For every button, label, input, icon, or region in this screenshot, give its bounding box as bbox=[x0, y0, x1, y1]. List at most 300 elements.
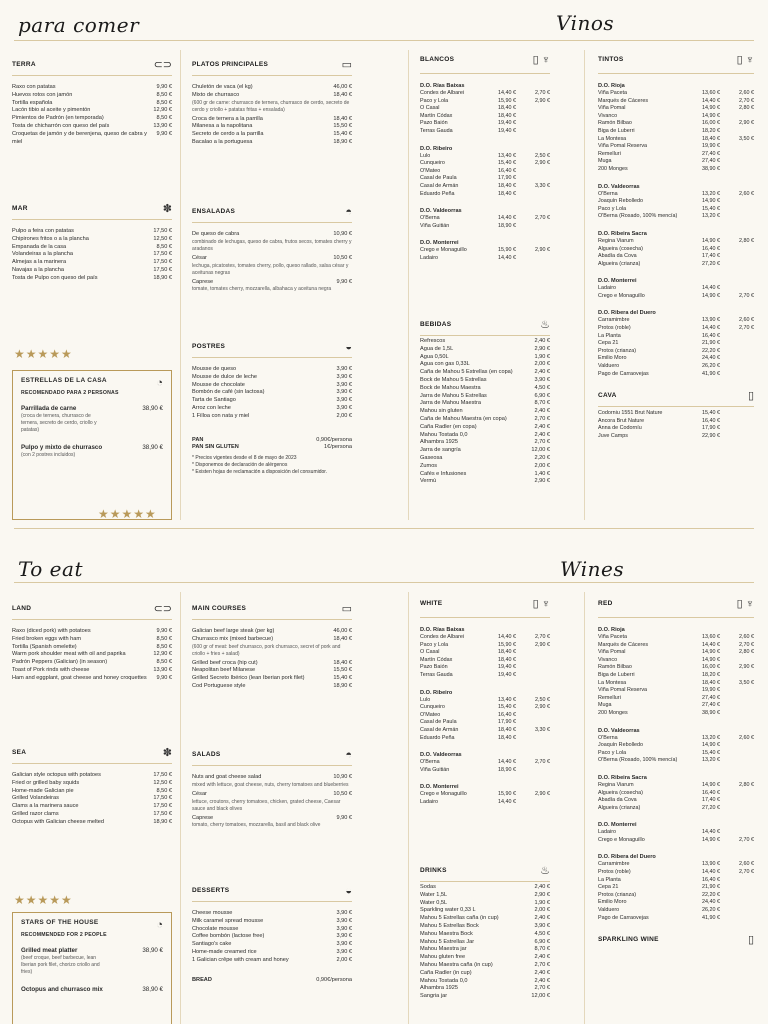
wine-name: Pazo Baión bbox=[420, 120, 448, 127]
item-price: 9,90 € bbox=[336, 278, 352, 285]
wine-name: Ladairo bbox=[598, 285, 616, 292]
item-price: 18,40 € bbox=[333, 635, 352, 642]
salad-bowl-icon: ◓ bbox=[345, 749, 352, 761]
glass-price: 2,60 € bbox=[739, 190, 754, 197]
wine-item bbox=[598, 877, 754, 885]
glass-price: 2,70 € bbox=[535, 759, 550, 766]
glass-price: 2,70 € bbox=[739, 325, 754, 332]
item-name: Mousse de chocolate bbox=[192, 381, 245, 388]
glass-price bbox=[720, 892, 754, 900]
bottle-price: 19,40 € bbox=[498, 127, 516, 134]
item-name: Tortilla (Spanish omelette) bbox=[12, 643, 77, 650]
menu-item bbox=[12, 644, 172, 652]
item-name: Mahou Tostada 0,0 bbox=[420, 431, 468, 438]
wine-item bbox=[420, 90, 550, 98]
wine-name: Viña Paceta bbox=[598, 634, 627, 640]
wine-name: Vivanco bbox=[598, 656, 618, 663]
cake-icon: ◒ bbox=[345, 885, 352, 897]
item-price: 18,90 € bbox=[333, 138, 352, 145]
item-price: 13,90 € bbox=[153, 666, 172, 673]
item-price: 9,90 € bbox=[156, 130, 172, 137]
item-name: Mousse de dulce de leche bbox=[192, 373, 257, 380]
section-title: ENSALADAS bbox=[192, 208, 236, 215]
item-price: 1,90 € bbox=[534, 353, 550, 360]
menu-item bbox=[420, 393, 550, 401]
bottle-price: 14,90 € bbox=[702, 105, 720, 112]
item-price: 4,50 € bbox=[534, 930, 550, 937]
glass-price bbox=[720, 418, 754, 426]
wine-name: Paco y Lola bbox=[598, 749, 627, 756]
bottle-price: 14,90 € bbox=[702, 649, 720, 656]
section-title: MAR bbox=[12, 205, 28, 212]
item-name: Milanesa a la napolitana bbox=[192, 123, 253, 130]
bottle-price: 18,40 € bbox=[498, 734, 516, 741]
english-menu bbox=[0, 550, 768, 1024]
menu-item bbox=[420, 915, 550, 923]
item-price: 15,40 € bbox=[333, 675, 352, 682]
glass-price bbox=[720, 687, 754, 695]
item-name: Chuletón de vaca (el kg) bbox=[192, 84, 253, 90]
wine-item bbox=[420, 642, 550, 650]
menu-item bbox=[192, 139, 352, 147]
wine-name: Protos (roble) bbox=[598, 325, 631, 332]
bottle-price: 41,90 € bbox=[702, 914, 720, 921]
bottle-price: 19,90 € bbox=[702, 143, 720, 150]
bottle-price: 22,90 € bbox=[702, 433, 720, 439]
item-price: 38,90 € bbox=[142, 443, 163, 451]
title-wines: Wines bbox=[560, 557, 625, 581]
bottle-price: 19,90 € bbox=[702, 687, 720, 694]
item-name: Pulpo a feira con patatas bbox=[12, 228, 74, 234]
menu-item bbox=[192, 667, 352, 675]
item-name: Mousse de queso bbox=[192, 366, 237, 372]
glass-price bbox=[720, 261, 754, 269]
wine-name: Abadía da Cova bbox=[598, 253, 637, 260]
item-price: 2,40 € bbox=[534, 884, 550, 890]
item-name: Chipirones fritos o a la plancha bbox=[12, 235, 89, 242]
bottle-price: 13,20 € bbox=[702, 734, 720, 741]
glass-price: 3,50 € bbox=[739, 135, 754, 142]
item-name: Home-made creamed rice bbox=[192, 948, 257, 955]
glass-price bbox=[516, 672, 550, 680]
glass-price bbox=[720, 333, 754, 341]
bottle-price: 38,90 € bbox=[702, 165, 720, 172]
glass-price bbox=[720, 657, 754, 665]
wine-region: D.O. Rías Baixas bbox=[420, 627, 465, 633]
item-name: Caña Radler (in cup) bbox=[420, 969, 472, 976]
wine-item bbox=[598, 750, 754, 758]
wine-item bbox=[598, 246, 754, 254]
item-name: Grilled Secreto Ibérico (lean Iberian pork filet) bbox=[192, 675, 305, 682]
menu-item bbox=[12, 803, 172, 811]
item-description: lechuga, picatostes, tomates cherry, pollo, queso rallado, salsa césar y aceitunas negras bbox=[192, 262, 349, 276]
item-name: Mahou Maestra jar bbox=[420, 946, 467, 953]
item-name: Pulpo y mixto de churrasco bbox=[21, 443, 103, 451]
item-price: 2,40 € bbox=[534, 969, 550, 976]
menu-item bbox=[12, 92, 172, 100]
wine-item bbox=[420, 215, 550, 223]
wine-item bbox=[598, 128, 754, 136]
glass-price bbox=[720, 198, 754, 206]
item-name: Refrescos bbox=[420, 338, 446, 344]
item-name: Caña Radler (en copa) bbox=[420, 423, 477, 430]
wine-item bbox=[598, 105, 754, 113]
wine-region: D.O. Monterrei bbox=[598, 278, 637, 285]
menu-item bbox=[192, 774, 352, 782]
item-name: Sangria jar bbox=[420, 993, 448, 1000]
glass-price bbox=[720, 253, 754, 261]
item-price: 9,90 € bbox=[156, 674, 172, 681]
section-title: SEA bbox=[12, 749, 27, 756]
menu-item bbox=[192, 231, 352, 239]
wine-region: D.O. Ribera del Duero bbox=[598, 310, 656, 317]
menu-item bbox=[192, 413, 352, 421]
wine-item bbox=[598, 805, 754, 813]
item-name: Water 1,5L bbox=[420, 891, 448, 898]
note: * Precios vigentes desde el 8 de mayo de 2023 bbox=[192, 455, 297, 462]
item-price: 3,90 € bbox=[336, 381, 352, 388]
menu-item bbox=[420, 931, 550, 939]
item-name: Grilled beef croca (hip cut) bbox=[192, 659, 258, 666]
wine-region: D.O. Valdeorras bbox=[598, 727, 640, 734]
wine-item bbox=[598, 136, 754, 144]
wine-item bbox=[598, 355, 754, 363]
wine-item bbox=[420, 168, 550, 176]
item-name: Almejas a la marinera bbox=[12, 259, 67, 266]
section-terra bbox=[12, 58, 172, 146]
section-main-courses bbox=[192, 602, 352, 691]
bottle-price: 27,20 € bbox=[702, 804, 720, 811]
wine-item bbox=[598, 285, 754, 293]
wine-item bbox=[598, 829, 754, 837]
item-name: Vermú bbox=[420, 478, 437, 485]
section-land bbox=[12, 602, 172, 683]
item-price: 8,50 € bbox=[156, 91, 172, 98]
wine-region: D.O. Rioja bbox=[598, 83, 625, 89]
wine-item bbox=[598, 657, 754, 665]
wine-name: O'Berna (Rosado, 100% mencía) bbox=[598, 757, 678, 764]
note: * Existen hojas de reclamación a disposición del consumidor. bbox=[192, 469, 328, 476]
menu-item bbox=[420, 361, 550, 369]
wine-item bbox=[598, 790, 754, 798]
octopus-icon: ✽ bbox=[162, 747, 172, 759]
wine-name: La Planta bbox=[598, 876, 621, 883]
menu-item bbox=[420, 900, 550, 908]
wine-item bbox=[420, 153, 550, 161]
wine-item bbox=[598, 293, 754, 301]
bottle-price: 27,40 € bbox=[702, 150, 720, 157]
menu-item bbox=[21, 947, 163, 955]
item-name: Tortilla española bbox=[12, 99, 53, 106]
item-name: Grilled razor clams bbox=[12, 810, 59, 817]
item-price: 3,90 € bbox=[534, 922, 550, 929]
item-name: Cod Portuguese style bbox=[192, 682, 246, 689]
glass-price: 2,60 € bbox=[739, 634, 754, 640]
wine-item bbox=[598, 837, 754, 845]
bottle-price: 13,20 € bbox=[702, 757, 720, 764]
item-price: 1,90 € bbox=[534, 899, 550, 906]
item-name: Caprese bbox=[192, 814, 214, 821]
item-name: Milk caramel spread mousse bbox=[192, 917, 264, 924]
wine-name: O'Berna bbox=[598, 190, 618, 197]
section-title: MAIN COURSES bbox=[192, 605, 247, 612]
title-vinos: Vinos bbox=[556, 11, 615, 35]
item-price: 2,40 € bbox=[534, 954, 550, 961]
item-description: (croca de ternera, churrasco de ternera, secreto de cerdo, criollo y patatas) bbox=[21, 412, 97, 433]
wine-name: Viña Pomal bbox=[598, 105, 626, 112]
glass-price bbox=[720, 371, 754, 379]
menu-item bbox=[12, 667, 172, 675]
menu-item bbox=[192, 84, 352, 92]
item-price: 6,90 € bbox=[534, 392, 550, 399]
menu-item bbox=[192, 791, 352, 799]
item-price: 10,50 € bbox=[333, 254, 352, 261]
glass-price bbox=[720, 433, 754, 441]
menu-item bbox=[420, 946, 550, 954]
item-price: 18,40 € bbox=[333, 115, 352, 122]
bottle-price: 13,40 € bbox=[498, 696, 516, 703]
wine-name: Martín Códax bbox=[420, 656, 453, 663]
item-name: Pimientos de Padrón (en temporada) bbox=[12, 115, 104, 122]
wine-name: 200 Monges bbox=[598, 165, 628, 172]
wine-item bbox=[420, 672, 550, 680]
menu-item bbox=[420, 954, 550, 962]
bottle-price: 16,40 € bbox=[498, 711, 516, 718]
bottle-price: 19,40 € bbox=[498, 120, 516, 127]
salad-bowl-icon: ◓ bbox=[345, 206, 352, 218]
item-price: 2,00 € bbox=[534, 361, 550, 368]
wine-name: O'Berna bbox=[598, 734, 618, 741]
section-platos-principales bbox=[192, 58, 352, 147]
menu-item bbox=[12, 115, 172, 123]
glass-price bbox=[516, 719, 550, 727]
wine-item bbox=[598, 907, 754, 915]
wine-item bbox=[598, 191, 754, 199]
glass-price bbox=[516, 799, 550, 807]
wine-item bbox=[598, 915, 754, 923]
title-to-eat: To eat bbox=[18, 557, 83, 581]
glass-price bbox=[720, 363, 754, 371]
menu-item bbox=[420, 432, 550, 440]
section-title: SALADS bbox=[192, 751, 221, 758]
section-postres: POSTRES ◒ Mousse de queso 3,90 € Mousse de dulce de leche 3,90 € Mousse de chocolate 3,90 € Bombón de café (sin lactosa) 3,90 € Tarta de Santiago 3,90 € Arroz con leche 3,90 € 1 Filloa con nata y miel 2,00 € PAN 0,90€/persona PAN SIN GLUTEN 1€/persona * Precios vigentes desde el 8 de mayo de 2023 * Disponemos de declaración de alérgenos * Existen hojas de reclamación a disposición del consumidor. bbox=[192, 341, 352, 476]
wine-item bbox=[598, 253, 754, 261]
wine-item bbox=[598, 325, 754, 333]
bottle-price: 13,20 € bbox=[702, 213, 720, 220]
item-name: De queso de cabra bbox=[192, 231, 240, 237]
wine-name: Casal de Armán bbox=[420, 182, 459, 189]
item-price: 2,40 € bbox=[534, 423, 550, 430]
glass-price bbox=[720, 340, 754, 348]
menu-item bbox=[12, 795, 172, 803]
bottle-price: 27,40 € bbox=[702, 702, 720, 709]
menu-item bbox=[192, 636, 352, 644]
section-title: WHITE bbox=[420, 600, 443, 607]
wine-item bbox=[420, 98, 550, 106]
menu-item bbox=[420, 439, 550, 447]
item-description: lettuce, croutons, cherry tomatoes, chicken, grated cheese, Caesar sauce and black olives bbox=[192, 798, 341, 812]
bottle-price: 13,90 € bbox=[702, 317, 720, 324]
glass-price: 3,30 € bbox=[535, 726, 550, 733]
item-price: 17,50 € bbox=[153, 810, 172, 817]
menu-item bbox=[12, 780, 172, 788]
item-name: Mahou Maestra caña (in cup) bbox=[420, 961, 493, 968]
wine-name: Casal de Paula bbox=[420, 175, 457, 182]
top-rule bbox=[14, 40, 754, 41]
wine-item bbox=[420, 767, 550, 775]
item-name: Nuts and goat cheese salad bbox=[192, 774, 262, 780]
item-name: Coffee bombón (lactose free) bbox=[192, 933, 265, 940]
menu-item bbox=[21, 986, 163, 994]
menu-item bbox=[192, 628, 352, 636]
item-name: Alhambra 1925 bbox=[420, 985, 458, 992]
wine-bottle-glass-icon: ▯ ♆ bbox=[532, 598, 550, 610]
item-description: (600 gr of meat: beef churrasco, pork churrasco, secret of pork and criollo + fries + salad) bbox=[192, 643, 341, 657]
menu-item bbox=[12, 228, 172, 236]
glass-price: 2,90 € bbox=[535, 160, 550, 167]
item-name: Mahou sin gluten bbox=[420, 408, 463, 415]
wine-item bbox=[598, 363, 754, 371]
title-para-comer: para comer bbox=[18, 13, 140, 37]
item-price: 2,40 € bbox=[534, 431, 550, 438]
item-price: 3,90 € bbox=[336, 373, 352, 380]
wine-name: Anna de Codorníu bbox=[598, 425, 642, 432]
bottle-price: 22,20 € bbox=[702, 891, 720, 898]
glass-price: 2,70 € bbox=[739, 641, 754, 648]
wine-name: Vivanco bbox=[598, 112, 618, 119]
wine-item bbox=[598, 433, 754, 441]
glass-price bbox=[720, 166, 754, 174]
item-name: Tarta de Santiago bbox=[192, 397, 236, 404]
wine-name: Remelluri bbox=[598, 150, 621, 157]
item-name: Jarra de sangría bbox=[420, 447, 461, 454]
glass-price bbox=[720, 143, 754, 151]
item-price: 38,90 € bbox=[142, 405, 163, 412]
bottle-price: 15,90 € bbox=[498, 791, 516, 798]
item-price: 15,50 € bbox=[333, 667, 352, 674]
item-name: Toast of Pork rinds with cheese bbox=[12, 666, 90, 673]
wine-item bbox=[598, 757, 754, 765]
glass-price bbox=[516, 735, 550, 743]
bottle-price: 14,90 € bbox=[702, 781, 720, 788]
item-price: 3,90 € bbox=[336, 404, 352, 411]
wine-name: Muga bbox=[598, 158, 612, 165]
menu-item bbox=[192, 389, 352, 397]
item-price: 2,70 € bbox=[534, 985, 550, 992]
item-price: 17,50 € bbox=[153, 259, 172, 266]
bottle-price: 14,90 € bbox=[702, 656, 720, 663]
glass-price bbox=[516, 191, 550, 199]
wine-item bbox=[420, 105, 550, 113]
glass-price: 2,90 € bbox=[739, 120, 754, 127]
menu-item bbox=[192, 675, 352, 683]
glass-price bbox=[720, 206, 754, 214]
item-price: 8,50 € bbox=[156, 99, 172, 106]
section-desserts: DESSERTS ◒ Cheese mousse 3,90 € Milk caramel spread mousse 3,90 € Chocolate mousse 3,90 € Coffee bombón (lactose free) 3,90 € Santiago's cake 3,90 € Home-made creamed rice 3,90 € 1 Galician crêpe with cream and honey 2,00 € BREAD 0,90€/persona bbox=[192, 885, 352, 983]
glass-price bbox=[720, 128, 754, 136]
glass-price bbox=[516, 175, 550, 183]
wine-name: Viña Guitián bbox=[420, 766, 450, 773]
wine-name: Regina Viarum bbox=[598, 237, 634, 244]
grill-icon: ▭ bbox=[341, 603, 352, 615]
bottle-price: 14,40 € bbox=[498, 254, 516, 261]
bottle-price: 15,40 € bbox=[498, 160, 516, 167]
wine-item bbox=[598, 206, 754, 214]
item-name: Croquetas de jamón y de berenjena, queso de cabra y miel bbox=[12, 130, 147, 145]
glass-price bbox=[720, 246, 754, 254]
bottle-price: 15,90 € bbox=[498, 97, 516, 104]
wine-name: Casal de Armán bbox=[420, 726, 459, 733]
item-price: 8,50 € bbox=[156, 787, 172, 794]
dish-icon: ◔ bbox=[156, 919, 163, 931]
glass-price bbox=[720, 790, 754, 798]
bottle-price: 16,40 € bbox=[702, 332, 720, 339]
item-name: Cafés e Infusiones bbox=[420, 470, 467, 477]
item-name: Galician style octopus with potatoes bbox=[12, 772, 101, 778]
wine-name: Carramimbre bbox=[598, 317, 630, 324]
section-stars bbox=[12, 912, 172, 1024]
glass-price: 3,50 € bbox=[739, 679, 754, 686]
wine-name: Algueira (cosecha) bbox=[598, 245, 643, 252]
glass-price: 2,70 € bbox=[739, 292, 754, 299]
wine-name: La Montesa bbox=[598, 679, 627, 686]
wine-bottle-glass-icon: ▯ ♆ bbox=[532, 54, 550, 66]
wine-name: O'Berna bbox=[420, 215, 440, 222]
menu-item bbox=[12, 628, 172, 636]
bottle-price: 21,90 € bbox=[702, 884, 720, 891]
wine-name: Viña Paceta bbox=[598, 90, 627, 96]
wine-item bbox=[598, 892, 754, 900]
wine-item bbox=[420, 223, 550, 231]
wine-item bbox=[598, 710, 754, 718]
item-price: 3,90 € bbox=[336, 948, 352, 955]
item-price: 10,90 € bbox=[333, 774, 352, 780]
menu-item bbox=[420, 884, 550, 892]
item-name: Bock de Mahou 5 Estrellas bbox=[420, 376, 487, 383]
item-name: Cheese mousse bbox=[192, 910, 233, 916]
bottle-price: 18,40 € bbox=[498, 656, 516, 663]
bottle-icon: ▯ bbox=[747, 390, 754, 403]
glass-price bbox=[516, 128, 550, 136]
item-name: Santiago's cake bbox=[192, 941, 232, 948]
item-name: Warm pork shoulder meat with oil and paprika bbox=[12, 651, 126, 658]
bottle-price: 41,90 € bbox=[702, 370, 720, 377]
wine-name: Ancora Brut Nature bbox=[598, 417, 645, 424]
wine-name: Abadía da Cova bbox=[598, 797, 637, 804]
wine-name: Protos (crianza) bbox=[598, 891, 637, 898]
glass-price: 2,90 € bbox=[535, 791, 550, 798]
bottle-price: 17,40 € bbox=[702, 253, 720, 260]
item-price: 15,50 € bbox=[333, 123, 352, 130]
item-name: Grilled Volandeiras bbox=[12, 795, 59, 802]
item-name: Mixto de churrasco bbox=[192, 91, 240, 98]
glass-price: 2,90 € bbox=[739, 664, 754, 671]
item-price: 2,00 € bbox=[534, 907, 550, 914]
wine-name: O'Berna bbox=[420, 759, 440, 766]
glass-price bbox=[720, 113, 754, 121]
bottle-price: 24,40 € bbox=[702, 355, 720, 362]
glass-price bbox=[516, 113, 550, 121]
section-title: DESSERTS bbox=[192, 887, 230, 894]
wine-region: D.O. Ribeira Sacra bbox=[598, 230, 647, 237]
bottom-rule bbox=[14, 528, 754, 529]
item-price: 8,70 € bbox=[534, 946, 550, 953]
wine-item bbox=[420, 175, 550, 183]
wine-item bbox=[420, 712, 550, 720]
wine-name: Crego e Monaguillo bbox=[598, 836, 645, 843]
bottle-price: 24,40 € bbox=[702, 899, 720, 906]
glass-price bbox=[516, 223, 550, 231]
